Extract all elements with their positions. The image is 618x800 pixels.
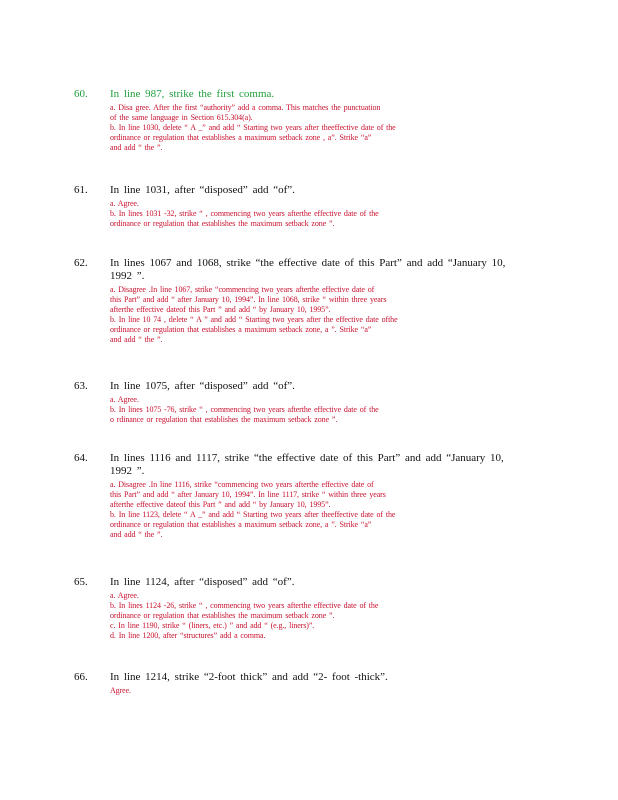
response-line: ordinance or regulation that establishes a maximum setback zone, a ”. Strike “a” (110, 520, 372, 529)
response-line: afterthe effective dateof this Part ” and add “ by January 10, 1995”. (110, 305, 331, 314)
instruction-text: In lines 1067 and 1068, strike “the effective date of this Part” and add “January 10, (110, 257, 506, 269)
response-line: and add “ the ”. (110, 530, 163, 539)
response-line: a. Disagree .In line 1067, strike “commencing two years afterthe effective date of (110, 285, 375, 294)
instruction-text: In line 1124, after “disposed” add “of”. (110, 576, 295, 588)
response-line: and add “ the ”. (110, 335, 163, 344)
instruction-text: In line 987, strike the first comma. (110, 88, 275, 100)
instruction-line (110, 380, 550, 393)
instruction-line (110, 576, 550, 589)
response-line: and add “ the ”. (110, 143, 163, 152)
response-line: b. In line 1123, delete “ A _” and add “ Starting two years after theeffective date of the (110, 510, 396, 519)
instruction-line (110, 257, 550, 283)
instruction-text: In lines 1116 and 1117, strike “the effective date of this Part” and add “January 10, (110, 452, 504, 464)
response-line: ordinance or regulation that establishes a maximum setback zone, a ”. Strike “a” (110, 325, 372, 334)
response-block (110, 103, 550, 153)
instruction-text: In line 1214, strike “2-foot thick” and add “2- foot -thick”. (110, 671, 388, 683)
instruction-line (110, 184, 550, 197)
instruction-line (110, 671, 550, 684)
entry-number: 63. (74, 380, 88, 392)
response-line: a. Agree. (110, 199, 139, 208)
response-line: a. Agree. (110, 591, 139, 600)
entry-number: 62. (74, 257, 88, 269)
response-line: of the same language in Section 615.304(a). (110, 113, 253, 122)
response-line: b. In lines 1031 -32, strike “ , commencing two years afterthe effective date of the (110, 209, 379, 218)
response-line: a. Disagree .In line 1116, strike “commencing two years afterthe effective date of (110, 480, 374, 489)
response-line: b. In line 10 74 , delete “ A ” and add “ Starting two years after the effective date ofthe (110, 315, 398, 324)
entry-number: 64. (74, 452, 88, 464)
response-line: a. Agree. (110, 395, 139, 404)
response-line: this Part” and add “ after January 10, 1994”. In line 1068, strike “ within three years (110, 295, 387, 304)
instruction-text: In line 1075, after “disposed” add “of”. (110, 380, 295, 392)
response-line: o rdinance or regulation that establishes the maximum setback zone ”. (110, 415, 338, 424)
response-line: b. In line 1030, delete “ A _” and add “ Starting two years after theeffective date of the (110, 123, 396, 132)
entry-number: 61. (74, 184, 88, 196)
response-line: d. In line 1200, after “structures” add a comma. (110, 631, 266, 640)
response-block (110, 285, 550, 345)
response-line: c. In line 1190, strike “ (liners, etc.) ” and add “ (e.g., liners)”. (110, 621, 315, 630)
response-line: a. Disa gree. After the first “authority” add a comma. This matches the punctuation (110, 103, 381, 112)
response-line: Agree. (110, 686, 131, 695)
response-line: ordinance or regulation that establishes the maximum setback zone ”. (110, 219, 335, 228)
response-line: b. In lines 1075 -76, strike “ , commencing two years afterthe effective date of the (110, 405, 379, 414)
response-line: ordinance or regulation that establishes the maximum setback zone ”. (110, 611, 335, 620)
instruction-line (110, 452, 550, 478)
entry-number: 66. (74, 671, 88, 683)
response-block (110, 199, 550, 229)
entry-number: 65. (74, 576, 88, 588)
response-line: b. In lines 1124 -26, strike “ , commencing two years afterthe effective date of the (110, 601, 379, 610)
response-block (110, 395, 550, 425)
entry-number: 60. (74, 88, 88, 100)
response-block (110, 480, 550, 540)
response-line: this Part” and add “ after January 10, 1994”. In line 1117, strike “ within three years (110, 490, 386, 499)
response-line: ordinance or regulation that establishes a maximum setback zone , a”. Strike “a” (110, 133, 372, 142)
instruction-text: 1992 ”. (110, 465, 145, 477)
instruction-text: 1992 ”. (110, 270, 145, 282)
instruction-line (110, 88, 550, 101)
response-block (110, 686, 550, 696)
response-line: afterthe effective dateof this Part ” and add “ by January 10, 1995”. (110, 500, 331, 509)
response-block (110, 591, 550, 641)
instruction-text: In line 1031, after “disposed” add “of”. (110, 184, 295, 196)
